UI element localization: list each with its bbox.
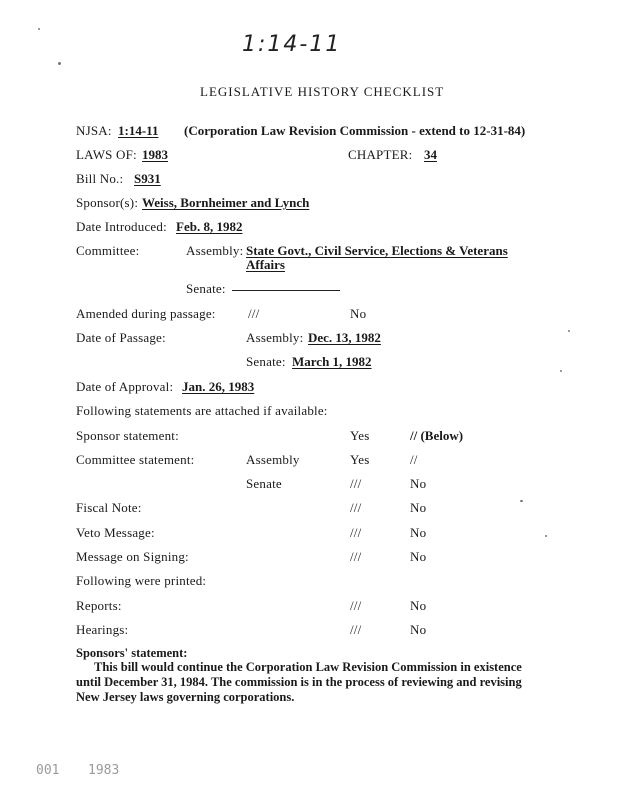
speck — [545, 535, 547, 537]
sponsor-statement-marks: // (Below) — [410, 428, 464, 443]
njsa-value: 1:14-11 — [118, 123, 159, 138]
date-of-approval-value: Jan. 26, 1983 — [182, 379, 255, 394]
bill-value: S931 — [134, 171, 161, 186]
sponsor-statement-answer: Yes — [350, 428, 370, 443]
passage-senate-label: Senate: — [246, 354, 286, 369]
sponsor-statement-label: Sponsor statement: — [76, 428, 179, 443]
handwritten-reference: 1:14-11 — [242, 32, 342, 57]
signing-message-label: Message on Signing: — [76, 549, 189, 564]
speck — [38, 28, 40, 30]
committee-senate-label: Senate: — [186, 281, 226, 296]
committee-statement-assembly-answer: Yes — [350, 452, 370, 467]
date-of-approval-label: Date of Approval: — [76, 379, 174, 394]
committee-label: Committee: — [76, 243, 140, 258]
date-of-passage-label: Date of Passage: — [76, 330, 166, 345]
reports-answer: No — [410, 598, 427, 613]
speck — [58, 62, 61, 65]
laws-of-value: 1983 — [142, 147, 168, 162]
footer-year: 1983 — [88, 763, 120, 778]
reports-label: Reports: — [76, 598, 122, 613]
committee-senate-blank — [232, 290, 340, 291]
committee-statement-assembly-marks: // — [410, 452, 418, 467]
committee-statement-senate-answer: No — [410, 476, 427, 491]
date-introduced-value: Feb. 8, 1982 — [176, 219, 243, 234]
committee-statement-senate-label: Senate — [246, 476, 282, 491]
committee-assembly-line2: Affairs — [246, 257, 285, 272]
passage-assembly-label: Assembly: — [246, 330, 304, 345]
chapter-label: CHAPTER: — [348, 147, 413, 162]
chapter-value: 34 — [424, 147, 437, 162]
committee-assembly-line1: State Govt., Civil Service, Elections & Veterans — [246, 243, 508, 258]
fiscal-note-label: Fiscal Note: — [76, 500, 142, 515]
sponsors-value: Weiss, Bornheimer and Lynch — [142, 195, 310, 210]
committee-statement-senate-marks: /// — [350, 476, 362, 491]
sponsors-statement-body — [76, 660, 536, 705]
printed-heading: Following were printed: — [76, 573, 207, 588]
amended-marks: /// — [248, 306, 260, 321]
reports-marks: /// — [350, 598, 362, 613]
hearings-answer: No — [410, 622, 427, 637]
veto-message-answer: No — [410, 525, 427, 540]
committee-assembly-label: Assembly: — [186, 243, 244, 258]
passage-senate-value: March 1, 1982 — [292, 354, 372, 369]
signing-message-answer: No — [410, 549, 427, 564]
committee-statement-assembly-label: Assembly — [246, 452, 300, 467]
bill-label: Bill No.: — [76, 171, 124, 186]
signing-message-marks: /// — [350, 549, 362, 564]
sponsors-statement-text: This bill would continue the Corporation Law Revision Commission in existence until December 31, 1984. The commission is in the process of reviewing and revising New Jersey laws governing corporations. — [76, 660, 522, 704]
hearings-marks: /// — [350, 622, 362, 637]
veto-message-marks: /// — [350, 525, 362, 540]
amended-label: Amended during passage: — [76, 306, 216, 321]
committee-statement-label: Committee statement: — [76, 452, 195, 467]
footer-page-number: 001 — [36, 763, 60, 778]
passage-assembly-value: Dec. 13, 1982 — [308, 330, 381, 345]
njsa-note: (Corporation Law Revision Commission - extend to 12-31-84) — [184, 123, 526, 138]
page-title: LEGISLATIVE HISTORY CHECKLIST — [200, 84, 445, 99]
amended-answer: No — [350, 306, 367, 321]
fiscal-note-marks: /// — [350, 500, 362, 515]
sponsors-label: Sponsor(s): — [76, 195, 139, 210]
speck — [520, 500, 523, 502]
veto-message-label: Veto Message: — [76, 525, 155, 540]
attached-heading: Following statements are attached if available: — [76, 403, 328, 418]
hearings-label: Hearings: — [76, 622, 129, 637]
speck — [560, 370, 562, 372]
sponsors-statement-heading: Sponsors' statement: — [76, 646, 188, 660]
date-introduced-label: Date Introduced: — [76, 219, 167, 234]
njsa-label: NJSA: — [76, 123, 112, 138]
speck — [568, 330, 570, 332]
fiscal-note-answer: No — [410, 500, 427, 515]
laws-of-label: LAWS OF: — [76, 147, 137, 162]
